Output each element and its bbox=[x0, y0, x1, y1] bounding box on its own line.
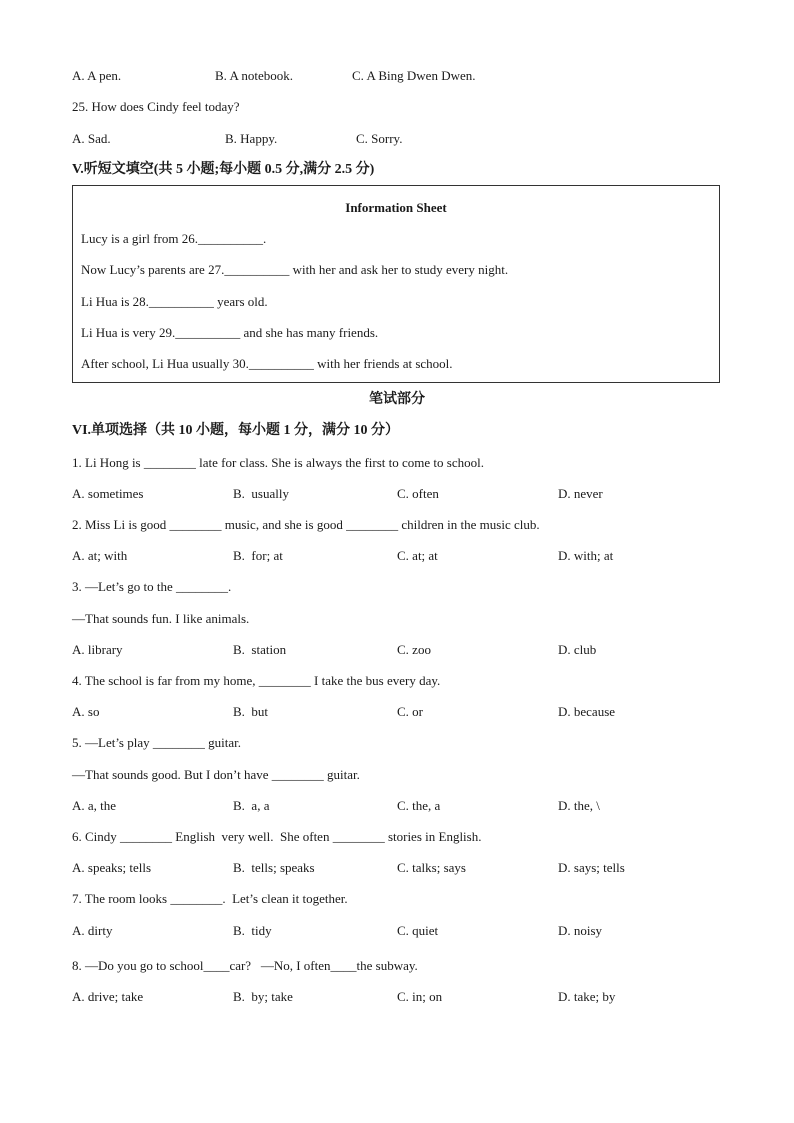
q2-option-a: A. at; with bbox=[72, 548, 128, 563]
section6-heading: VI.单项选择（共 10 小题，每小题 1 分，满分 10 分） bbox=[72, 423, 400, 438]
q4-option-b: B. but bbox=[233, 704, 269, 719]
written-part-heading: 笔试部分 bbox=[369, 392, 425, 407]
q25-option-c: C. Sorry. bbox=[356, 131, 403, 146]
q3-option-b: B. station bbox=[233, 642, 287, 657]
q6-option-b: B. tells; speaks bbox=[233, 860, 315, 875]
q8-option-a: A. drive; take bbox=[72, 989, 144, 1004]
q7-option-a: A. dirty bbox=[72, 923, 113, 938]
information-sheet-box bbox=[72, 185, 720, 383]
q2-stem: 2. Miss Li is good ________ music, and she is good ________ children in the music club. bbox=[72, 517, 540, 532]
q6-option-c: C. talks; says bbox=[397, 860, 466, 875]
q5-stem: 5. —Let’s play ________ guitar. bbox=[72, 735, 241, 750]
q5-stem-response: —That sounds good. But I don’t have ________ guitar. bbox=[72, 767, 360, 782]
info-line-28: Li Hua is 28.__________ years old. bbox=[81, 294, 268, 309]
q4-stem: 4. The school is far from my home, ________ I take the bus every day. bbox=[72, 673, 441, 688]
q1-option-a: A. sometimes bbox=[72, 486, 144, 501]
q7-option-b: B. tidy bbox=[233, 923, 272, 938]
q7-option-c: C. quiet bbox=[397, 923, 439, 938]
q3-option-c: C. zoo bbox=[397, 642, 431, 657]
q6-option-a: A. speaks; tells bbox=[72, 860, 152, 875]
q1-stem: 1. Li Hong is ________ late for class. She is always the first to come to school. bbox=[72, 455, 484, 470]
info-line-26: Lucy is a girl from 26.__________. bbox=[81, 231, 267, 246]
q3-option-d: D. club bbox=[558, 642, 597, 657]
q2-option-d: D. with; at bbox=[558, 548, 614, 563]
q5-option-c: C. the, a bbox=[397, 798, 441, 813]
information-sheet-title: Information Sheet bbox=[345, 200, 447, 215]
q2-option-c: C. at; at bbox=[397, 548, 438, 563]
q1-option-d: D. never bbox=[558, 486, 603, 501]
q6-option-d: D. says; tells bbox=[558, 860, 625, 875]
info-line-27: Now Lucy’s parents are 27.__________ with her and ask her to study every night. bbox=[81, 262, 509, 277]
q5-option-b: B. a, a bbox=[233, 798, 270, 813]
q6-stem: 6. Cindy ________ English very well. She often ________ stories in English. bbox=[72, 829, 482, 844]
q2-option-b: B. for; at bbox=[233, 548, 283, 563]
q7-stem: 7. The room looks ________. Let’s clean it together. bbox=[72, 891, 348, 906]
q8-stem: 8. —Do you go to school____car? —No, I often____the subway. bbox=[72, 958, 418, 973]
q7-option-d: D. noisy bbox=[558, 923, 603, 938]
q24-option-c: C. A Bing Dwen Dwen. bbox=[352, 68, 476, 83]
section5-heading: V.听短文填空(共 5 小题;每小题 0.5 分,满分 2.5 分) bbox=[72, 162, 375, 177]
q4-option-c: C. or bbox=[397, 704, 423, 719]
q4-option-a: A. so bbox=[72, 704, 100, 719]
q5-option-d: D. the, \ bbox=[558, 798, 600, 813]
q1-option-b: B. usually bbox=[233, 486, 289, 501]
q8-option-b: B. by; take bbox=[233, 989, 293, 1004]
q8-option-d: D. take; by bbox=[558, 989, 616, 1004]
q25-stem: 25. How does Cindy feel today? bbox=[72, 99, 240, 114]
q5-option-a: A. a, the bbox=[72, 798, 117, 813]
q3-option-a: A. library bbox=[72, 642, 123, 657]
q4-option-d: D. because bbox=[558, 704, 616, 719]
q3-stem: 3. —Let’s go to the ________. bbox=[72, 579, 232, 594]
info-line-29: Li Hua is very 29.__________ and she has many friends. bbox=[81, 325, 379, 340]
q25-option-b: B. Happy. bbox=[225, 131, 278, 146]
q24-option-b: B. A notebook. bbox=[215, 68, 294, 83]
q8-option-c: C. in; on bbox=[397, 989, 443, 1004]
q1-option-c: C. often bbox=[397, 486, 439, 501]
info-line-30: After school, Li Hua usually 30.__________ with her friends at school. bbox=[81, 356, 453, 371]
q24-option-a: A. A pen. bbox=[72, 68, 122, 83]
q25-option-a: A. Sad. bbox=[72, 131, 111, 146]
q3-stem-response: —That sounds fun. I like animals. bbox=[72, 611, 250, 626]
